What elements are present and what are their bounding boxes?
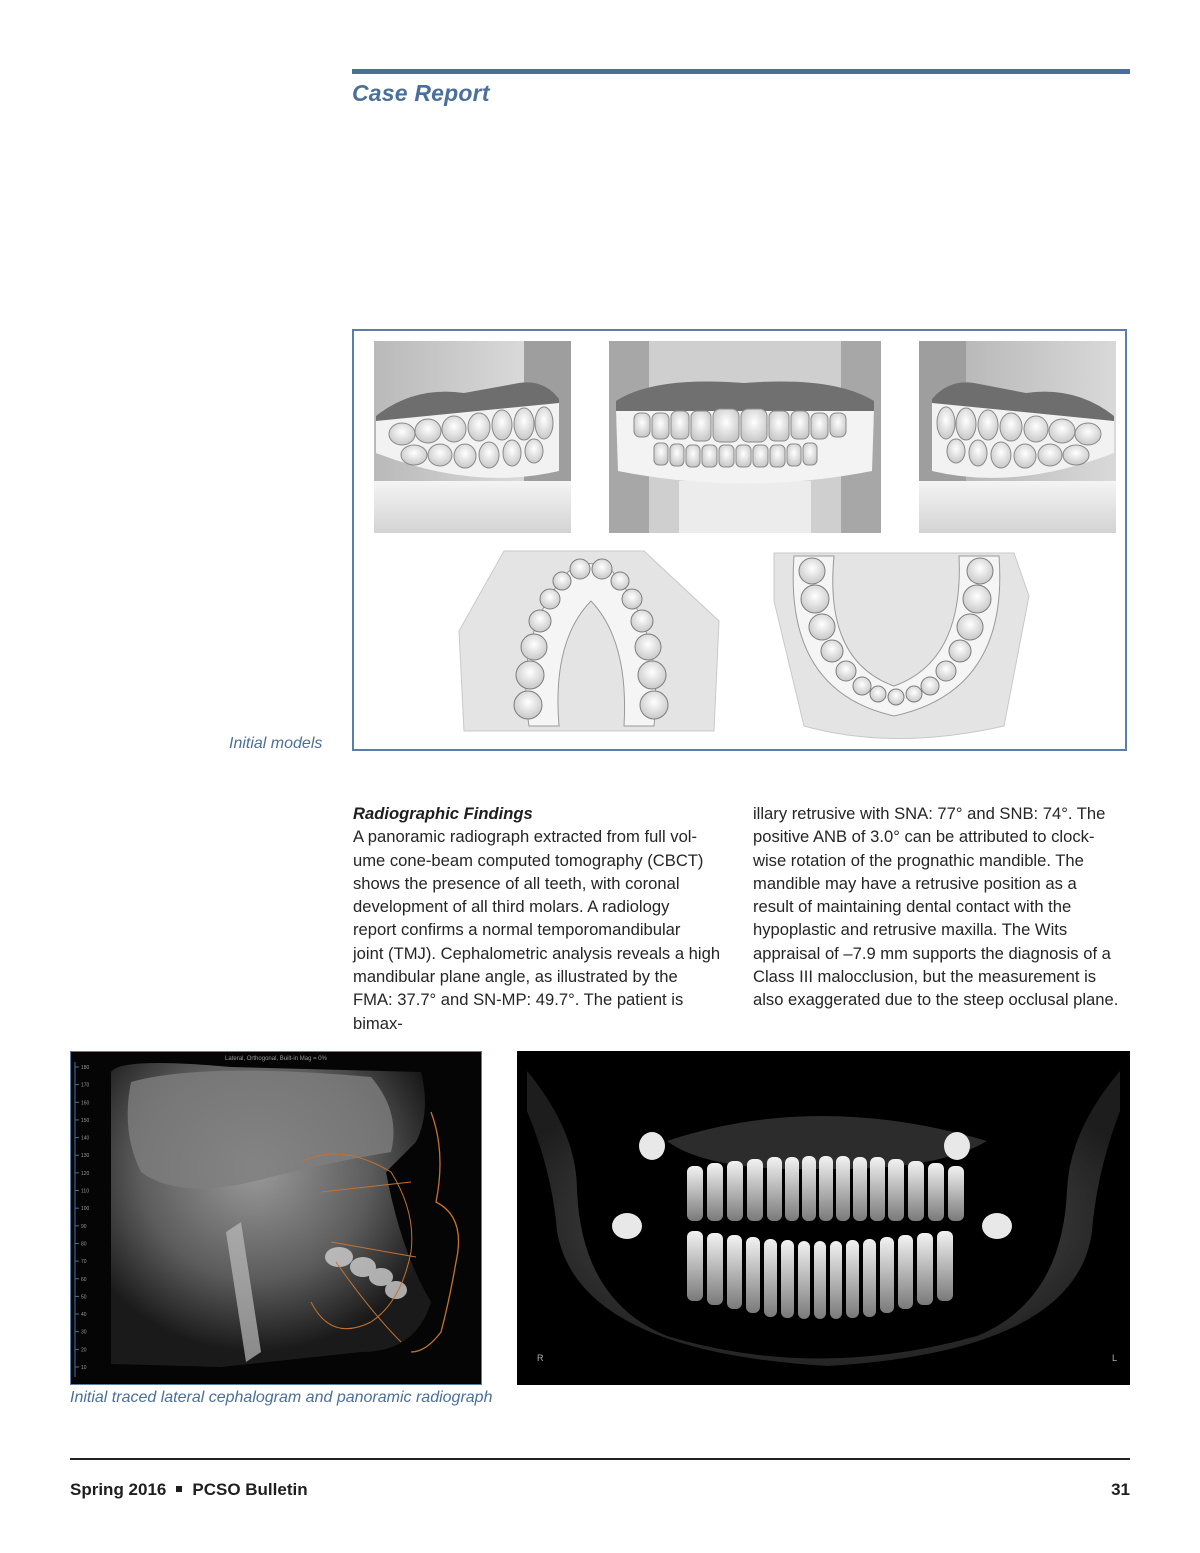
initial-models-figure: [352, 329, 1127, 751]
ceph-header: Lateral, Orthogonal, Built-in Mag = 0%: [225, 1056, 327, 1062]
footer-title: PCSO Bulletin: [192, 1480, 308, 1499]
ruler-tick-label: 170: [81, 1082, 90, 1089]
article-column-1: [353, 802, 731, 1035]
ruler-tick-label: 60: [81, 1276, 87, 1283]
mandibular-occlusal-view: [774, 553, 1029, 739]
maxillary-occlusal-view: [459, 551, 719, 731]
page-number: 31: [1111, 1480, 1130, 1499]
text-line: joint (TMJ). Cephalometric analysis reveals a high: [353, 943, 721, 963]
ruler-tick-label: 30: [81, 1329, 87, 1336]
text-line: mandibular plane angle, as illustrated by the: [353, 967, 678, 987]
ruler-tick-label: 100: [81, 1206, 90, 1213]
pano-right-marker: R: [537, 1353, 544, 1363]
pano-left-marker: L: [1112, 1353, 1118, 1363]
footer-publication: [70, 1480, 308, 1500]
ruler-tick-label: 80: [81, 1241, 87, 1248]
footer-issue: Spring 2016: [70, 1480, 167, 1499]
text-line: FMA: 37.7° and SN-MP: 49.7°. The patient is bimax-: [353, 990, 684, 1033]
section-title: Case Report: [352, 80, 490, 106]
ruler-tick-label: 130: [81, 1153, 90, 1160]
article-column-2: [753, 802, 1131, 1012]
ruler-tick-label: 40: [81, 1312, 87, 1319]
panoramic-image: [517, 1051, 1130, 1385]
right-buccal-view: [374, 341, 571, 533]
left-buccal-view: [919, 341, 1116, 533]
findings-heading: Radiographic Findings: [353, 804, 533, 823]
text-line: wise rotation of the prognathic mandible. The: [753, 850, 1084, 870]
header-rule: [352, 69, 1130, 74]
ruler-tick-label: 180: [81, 1065, 90, 1071]
text-line: hypoplastic and retrusive maxilla. The Wits: [753, 920, 1068, 940]
cephalogram-image: [71, 1052, 480, 1383]
ruler-tick-label: 70: [81, 1259, 87, 1266]
ruler-tick-label: 90: [81, 1223, 87, 1230]
footer-rule: [70, 1458, 1130, 1460]
lateral-cephalogram: [70, 1051, 482, 1385]
text-line: appraisal of –7.9 mm supports the diagnosis of a: [753, 943, 1111, 963]
footer-separator: [176, 1486, 182, 1492]
ruler-tick-label: 150: [81, 1117, 90, 1124]
text-line: report confirms a normal temporomandibular: [353, 920, 681, 940]
text-line: Class III malocclusion, but the measurement is: [753, 967, 1097, 987]
models-caption: Initial models: [229, 735, 323, 752]
text-line: positive ANB of 3.0° can be attributed to clock-: [753, 827, 1095, 847]
ruler-tick-label: 140: [81, 1135, 90, 1142]
ruler-tick-label: 50: [81, 1294, 87, 1301]
dental-models-illustration: [354, 331, 1125, 749]
text-line: mandible may have a retrusive position as a: [753, 873, 1077, 893]
text-line: also exaggerated due to the steep occlusal plane.: [753, 990, 1119, 1010]
panoramic-radiograph: [517, 1051, 1130, 1385]
text-line: development of all third molars. A radiology: [353, 897, 670, 917]
ruler-tick-label: 20: [81, 1347, 87, 1354]
ruler-tick-label: 120: [81, 1170, 90, 1177]
text-line: ume cone-beam computed tomography (CBCT): [353, 850, 704, 870]
ruler-tick-label: 110: [81, 1188, 89, 1195]
text-line: illary retrusive with SNA: 77° and SNB: 74°. The: [753, 804, 1106, 823]
text-line: shows the presence of all teeth, with coronal: [353, 873, 680, 893]
text-line: result of maintaining dental contact with the: [753, 897, 1072, 917]
ruler-tick-label: 160: [81, 1100, 90, 1107]
frontal-view: [609, 341, 881, 533]
radiographs-caption: Initial traced lateral cephalogram and panoramic radiograph: [70, 1389, 493, 1406]
text-line: A panoramic radiograph extracted from full vol-: [353, 827, 698, 847]
ruler-tick-label: 10: [81, 1365, 87, 1371]
